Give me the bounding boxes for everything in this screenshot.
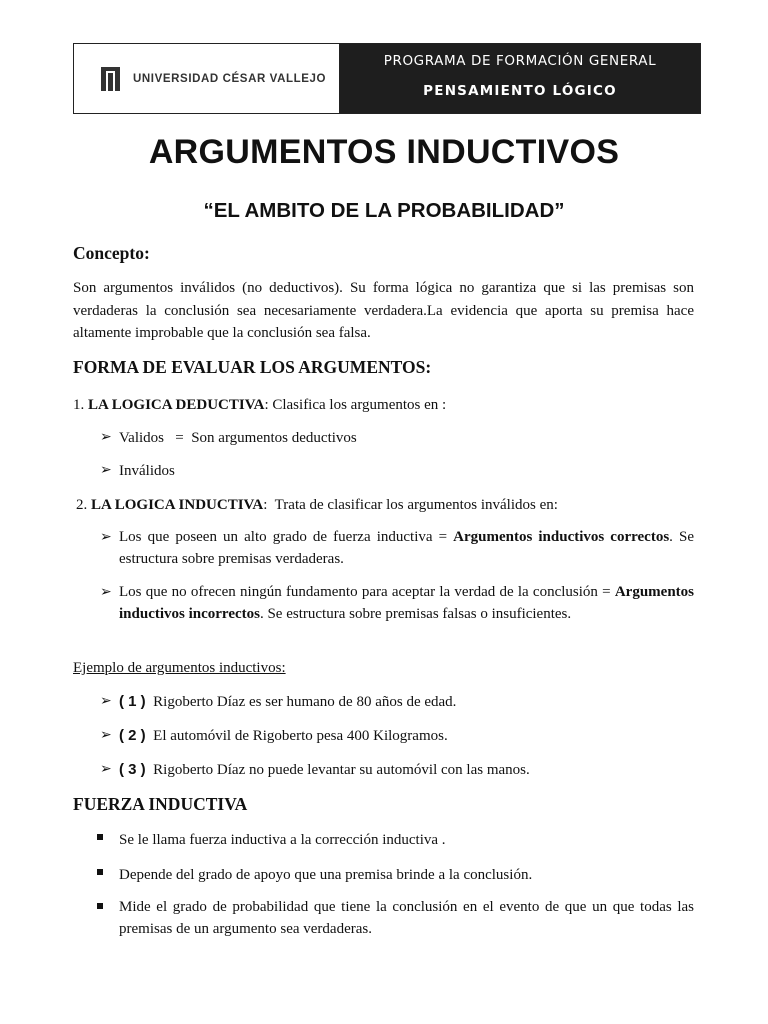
arrow-bullet-icon: ➢ [100,530,112,545]
list-item [119,760,530,780]
item-text: Los que no ofrecen ningún fundamento para aceptar la verdad de la conclusión = [119,584,615,600]
item-bold: Argumentos inductivos incorrectos [119,584,694,622]
arrow-bullet-icon: ➢ [100,585,112,600]
arrow-bullet-icon: ➢ [100,694,112,709]
item-text: Los que poseen un alto grado de fuerza inductiva = [119,529,454,545]
list-item: Depende del grado de apoyo que una premisa brinde a la conclusión. [119,867,533,883]
logo-text: UNIVERSIDAD CÉSAR VALLEJO [133,72,327,85]
list-item: Validos = Son argumentos deductivos [119,430,357,446]
list-item [119,527,694,570]
forma-heading: FORMA DE EVALUAR LOS ARGUMENTOS: [73,357,432,377]
ejemplo-heading: Ejemplo de argumentos inductivos: [73,660,286,676]
page-header [73,43,701,114]
square-bullet-icon [97,834,103,840]
inductiva-rest: : Trata de clasificar los argumentos inválidos en: [263,497,558,513]
page-title: ARGUMENTOS INDUCTIVOS [148,133,620,171]
example-number: ( 1 ) [119,693,146,710]
list-item: Mide el grado de probabilidad que tiene la conclusión en el evento de que un que todas las premisas de un argumento sea verdaderas. [119,899,694,937]
inductiva-label: LA LOGICA INDUCTIVA [91,497,264,513]
list-item: Se le llama fuerza inductiva a la corrección inductiva . [119,832,446,848]
item-bold: Argumentos inductivos correctos [453,529,670,545]
list-item: Inválidos [119,463,175,479]
arrow-bullet-icon: ➢ [100,728,112,743]
fuerza-heading: FUERZA INDUCTIVA [73,794,248,814]
example-text: El automóvil de Rigoberto pesa 400 Kilogramos. [153,728,448,744]
list-item [119,582,694,625]
deductiva-number: 1. [73,397,88,413]
ucv-logo-icon [101,67,125,91]
program-name: PROGRAMA DE FORMACIÓN GENERAL [383,52,657,69]
concepto-text: Son argumentos inválidos (no deductivos). Su forma lógica no garantiza que si las premisas son verdaderas la conclusión sea necesariamente verdadera.La evidencia que aporta su premisa hace altamente improbable que la conclusión sea falsa. [73,280,694,341]
inductiva-line [76,495,558,515]
item-text: . Se estructura sobre premisas verdaderas. [119,529,694,567]
deductiva-line [73,395,446,415]
university-logo [74,44,340,113]
list-item [119,726,448,746]
square-bullet-icon [97,903,103,909]
example-text: Rigoberto Díaz es ser humano de 80 años de edad. [153,694,457,710]
example-number: ( 3 ) [119,761,146,778]
arrow-bullet-icon: ➢ [100,762,112,777]
concepto-heading: Concepto: [73,243,150,263]
arrow-bullet-icon: ➢ [100,463,112,478]
deductiva-label: LA LOGICA DEDUCTIVA [88,397,265,413]
square-bullet-icon [97,869,103,875]
example-text: Rigoberto Díaz no puede levantar su automóvil con las manos. [153,762,530,778]
arrow-bullet-icon: ➢ [100,430,112,445]
example-number: ( 2 ) [119,727,146,744]
header-title-block [340,44,700,113]
inductiva-number: 2. [76,497,91,513]
list-item [119,692,456,712]
deductiva-rest: : Clasifica los argumentos en : [264,397,447,413]
page-subtitle: “EL AMBITO DE LA PROBABILIDAD” [203,199,565,222]
item-text: . Se estructura sobre premisas falsas o insuficientes. [259,605,572,622]
course-name: PENSAMIENTO LÓGICO [423,82,617,99]
